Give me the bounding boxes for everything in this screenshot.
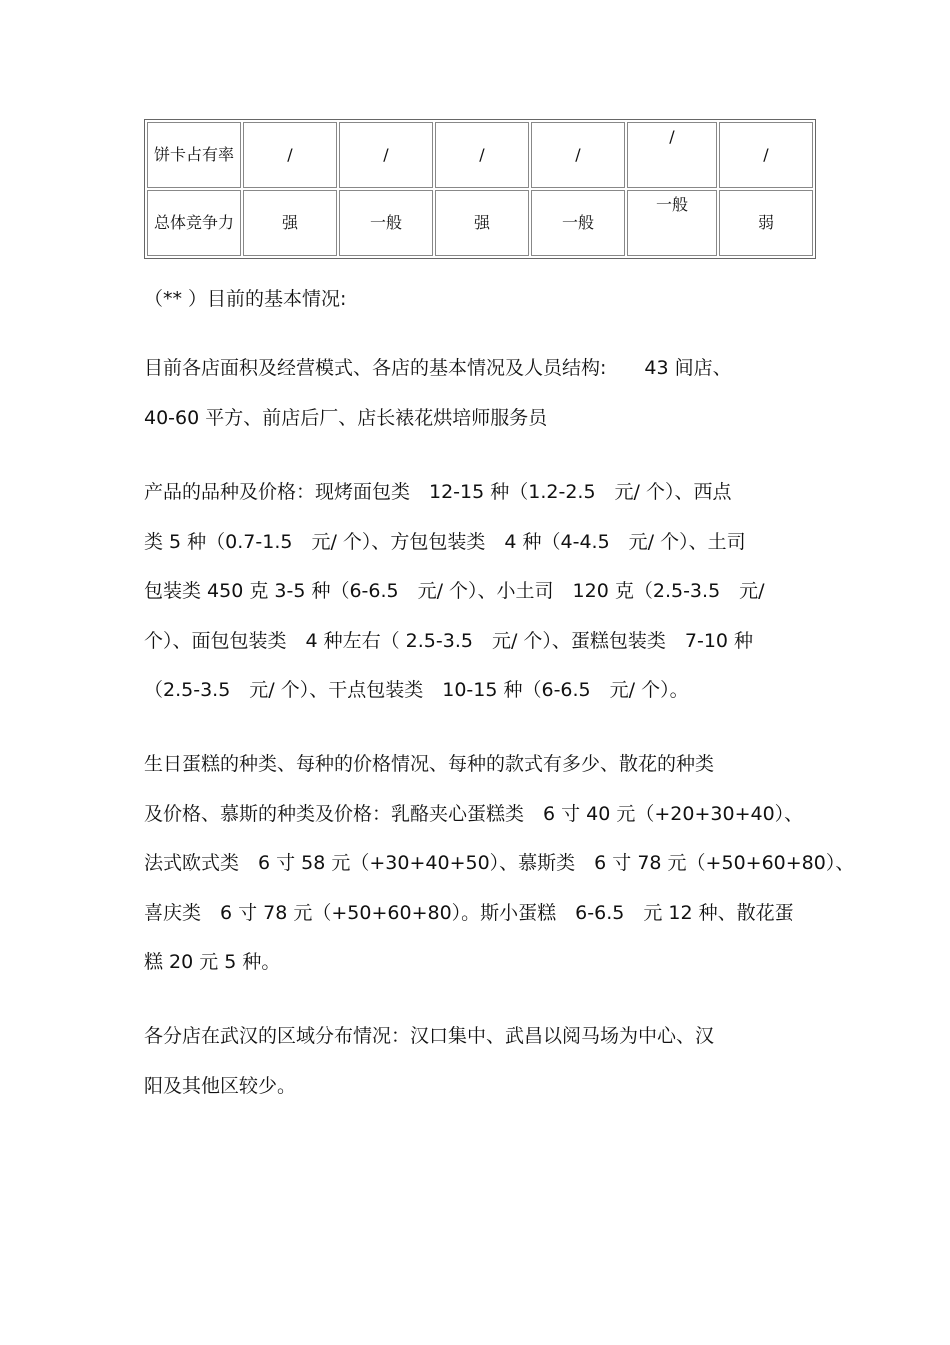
table-cell: 一般 <box>531 190 625 256</box>
text-line: （2.5-3.5 元/ 个）、干点包装类 10-15 种（6-6.5 元/ 个）。 <box>144 679 689 701</box>
text-line: 类 5 种（0.7-1.5 元/ 个）、方包包装类 4 种（4-4.5 元/ 个）、土司 <box>144 530 746 553</box>
table-cell: 强 <box>243 190 337 256</box>
table-cell: 一般 <box>339 190 433 256</box>
section-heading <box>144 274 814 324</box>
table-cell: / <box>531 122 625 188</box>
table-cell: / <box>339 122 433 188</box>
text-line: 各分店在武汉的区域分布情况：汉口集中、武昌以阅马场为中心、汉 <box>144 1025 715 1047</box>
text-line: 产品的品种及价格：现烤面包类 12-15 种（1.2-2.5 元/ 个）、西点 <box>144 481 732 503</box>
text-line: 生日蛋糕的种类、每种的价格情况、每种的款式有多少、散花的种类 <box>144 753 715 775</box>
text-line: 包装类 450 克 3-5 种（6-6.5 元/ 个）、小土司 120 克（2.5-3.5 元/ <box>144 580 765 602</box>
table-cell: / <box>719 122 813 188</box>
text-line: （** ）目前的基本情况: <box>144 288 347 310</box>
table-cell: / <box>627 122 717 188</box>
table-cell: / <box>435 122 529 188</box>
table-cell: 弱 <box>719 190 813 256</box>
text-line: 个）、面包包装类 4 种左右（ 2.5-3.5 元/ 个）、蛋糕包装类 7-10 种 <box>144 629 754 652</box>
text-line: 目前各店面积及经营模式、各店的基本情况及人员结构: 43 间店、 <box>144 357 732 379</box>
text-line: 糕 20 元 5 种。 <box>144 951 281 973</box>
table-cell: 一般 <box>627 190 717 256</box>
table-row-overall-competitiveness <box>147 190 813 256</box>
text-line: 40-60 平方、前店后厂、店长裱花烘培师服务员 <box>144 407 548 429</box>
table-row-card-share <box>147 122 813 188</box>
row-header-cell: 饼卡占有率 <box>147 122 241 188</box>
table-cell: 强 <box>435 190 529 256</box>
row-header-cell: 总体竞争力 <box>147 190 241 256</box>
paragraph-store-distribution <box>144 1011 814 1111</box>
text-line: 喜庆类 6 寸 78 元（+50+60+80）。斯小蛋糕 6-6.5 元 12 种、散花蛋 <box>144 901 794 924</box>
paragraph-birthday-cakes <box>144 740 855 988</box>
table-cell: / <box>243 122 337 188</box>
text-line: 阳及其他区较少。 <box>144 1075 297 1097</box>
text-line: 及价格、慕斯的种类及价格：乳酪夹心蛋糕类 6 寸 40 元（+20+30+40）、 <box>144 802 804 825</box>
paragraph-store-info <box>144 343 814 443</box>
paragraph-products-prices <box>144 468 814 716</box>
competition-table <box>144 119 816 259</box>
text-line: 法式欧式类 6 寸 58 元（+30+40+50）、慕斯类 6 寸 78 元（+50+60+80）、 <box>144 852 855 874</box>
